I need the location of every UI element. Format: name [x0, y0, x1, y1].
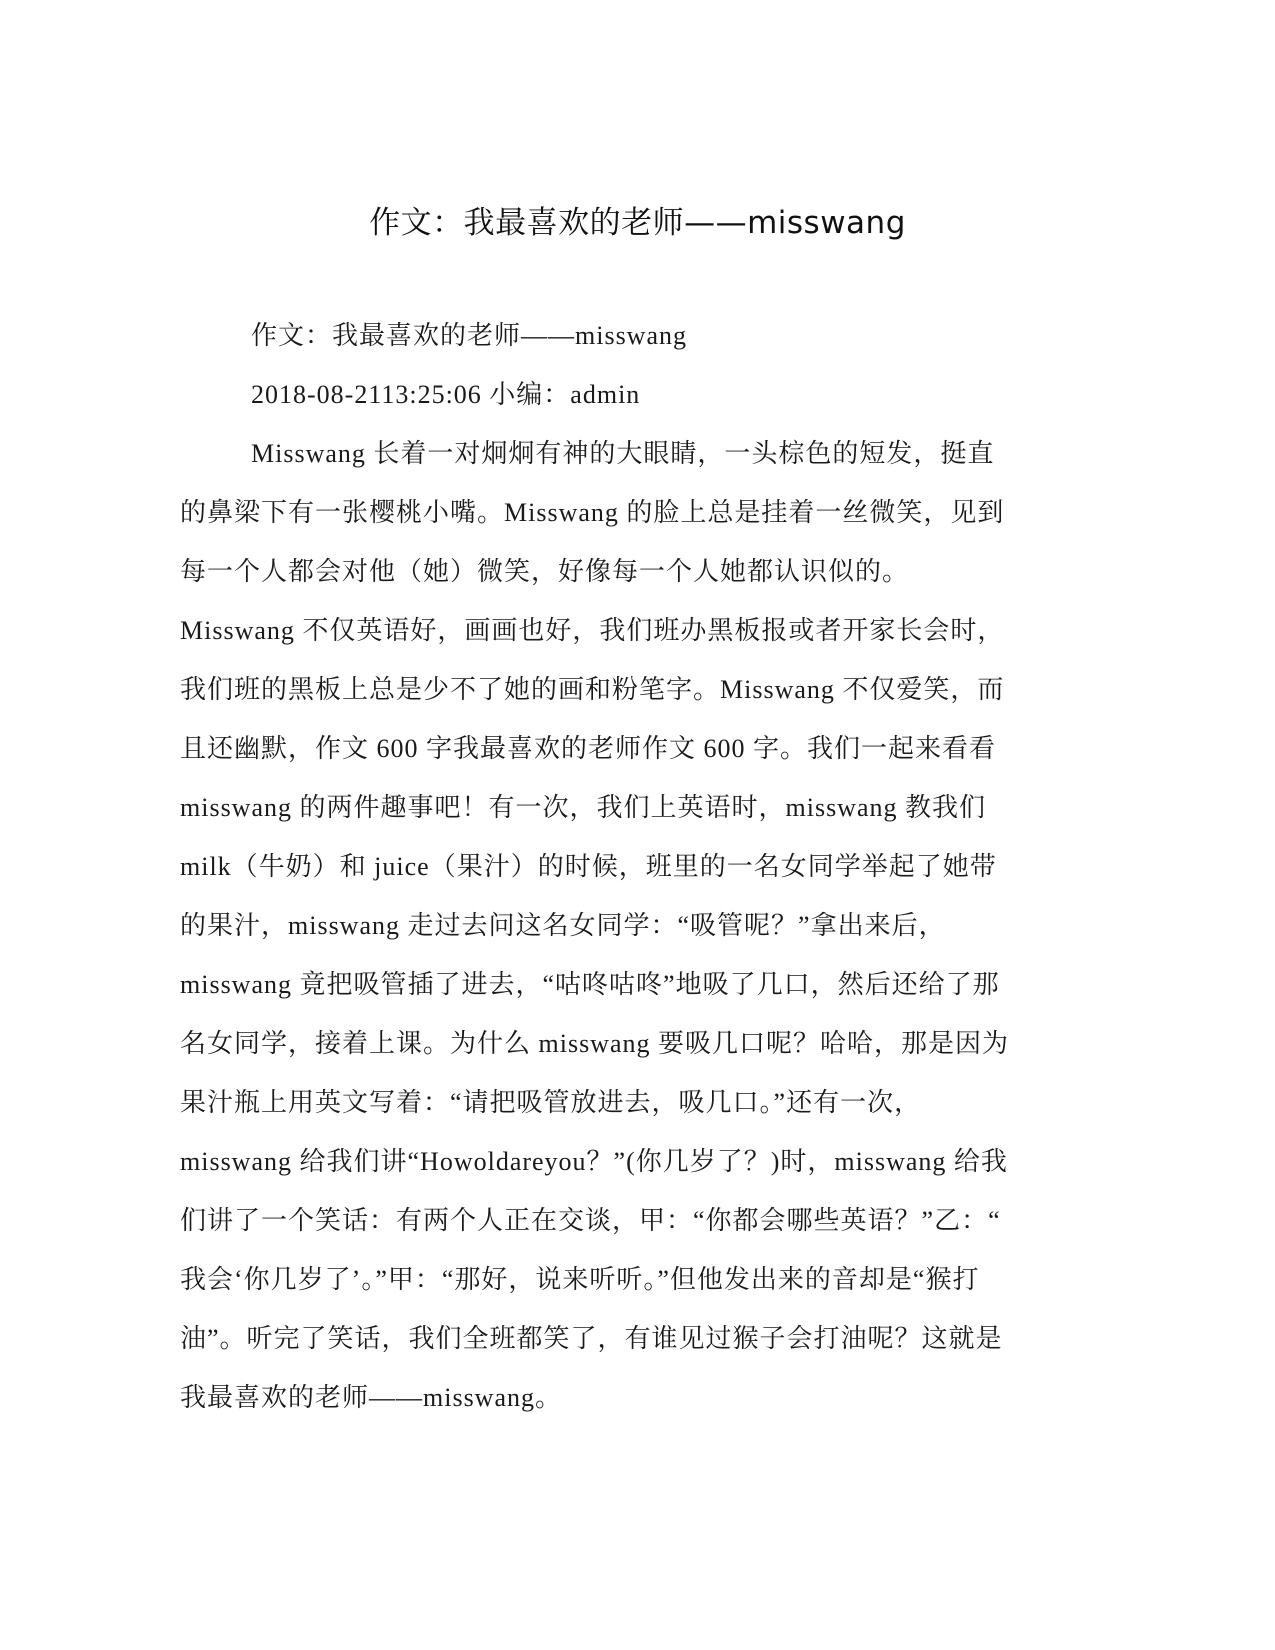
- body-line: 油”。听完了笑话，我们全班都笑了，有谁见过猴子会打油呢？这就是: [180, 1324, 1003, 1353]
- body-line: 我们班的黑板上总是少不了她的画和粉笔字。Misswang 不仅爱笑，而: [180, 675, 1005, 704]
- body-line: 的果汁，misswang 走过去问这名女同学：“吸管呢？”拿出来后，: [180, 911, 946, 940]
- body-line: Misswang 不仅英语好，画画也好，我们班办黑板报或者开家长会时，: [180, 616, 1005, 645]
- body-line: 我会‘你几岁了’。”甲：“那好，说来听听。”但他发出来的音却是“猴打: [180, 1265, 980, 1294]
- document-title: 作文：我最喜欢的老师——misswang: [369, 205, 906, 241]
- body-line: misswang 的两件趣事吧！有一次，我们上英语时，misswang 教我们: [180, 793, 987, 822]
- body-line: milk（牛奶）和 juice（果汁）的时候，班里的一名女同学举起了她带: [180, 852, 997, 881]
- body-line: 且还幽默，作文 600 字我最喜欢的老师作文 600 字。我们一起来看看: [180, 734, 997, 763]
- body-line: 们讲了一个笑话：有两个人正在交谈，甲：“你都会哪些英语？”乙：“: [180, 1206, 1001, 1235]
- body-line: misswang 竟把吸管插了进去，“咕咚咕咚”地吸了几口，然后还给了那: [180, 970, 1000, 999]
- body-line: 我最喜欢的老师——misswang。: [180, 1383, 563, 1412]
- meta-line: 2018-08-2113:25:06 小编：admin: [251, 380, 641, 409]
- body-line: 每一个人都会对他（她）微笑，好像每一个人她都认识似的。: [180, 557, 910, 586]
- body-line: 的鼻梁下有一张樱桃小嘴。Misswang 的脸上总是挂着一丝微笑，见到: [180, 498, 1005, 527]
- subtitle-line: 作文：我最喜欢的老师——misswang: [251, 321, 688, 350]
- body-line: misswang 给我们讲“Howoldareyou？”(你几岁了？)时，misswang 给我: [180, 1147, 1008, 1176]
- body-line: 果汁瓶上用英文写着：“请把吸管放进去，吸几口。”还有一次，: [180, 1088, 922, 1117]
- body-line: Misswang 长着一对炯炯有神的大眼睛，一头棕色的短发，挺直: [251, 439, 995, 468]
- body-line: 名女同学，接着上课。为什么 misswang 要吸几口呢？哈哈，那是因为: [180, 1029, 1010, 1058]
